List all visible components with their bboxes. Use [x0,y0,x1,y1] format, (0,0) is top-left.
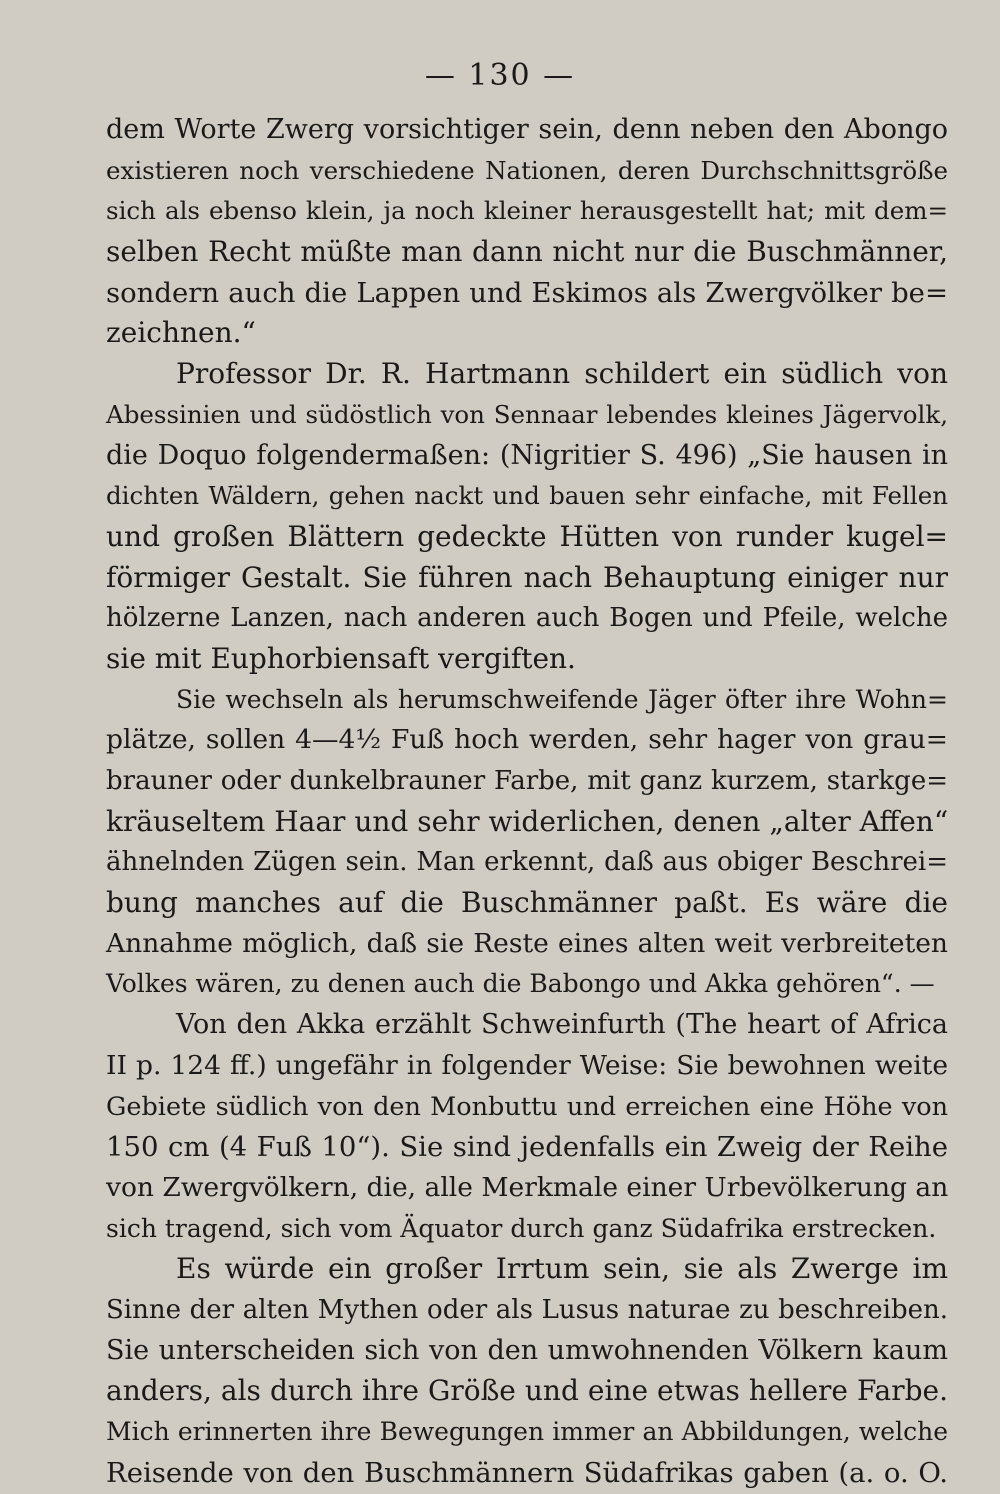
text-line: ähnelnden Zügen sein. Man erkennt, daß aus obiger Beschrei= [106,847,948,878]
text-line: dichten Wäldern, gehen nackt und bauen sehr einfache, mit Fellen [106,481,948,511]
text-line: Von den Akka erzählt Schweinfurth (The heart of Africa [176,1009,948,1041]
text-line: Volkes wären, zu denen auch die Babongo und Akka gehören“. — [106,969,935,999]
text-line: Gebiete südlich von den Monbuttu und erreichen eine Höhe von [106,1091,948,1122]
text-line: Es würde ein großer Irrtum sein, sie als Zwerge im [176,1252,948,1286]
text-line: plätze, sollen 4—4½ Fuß hoch werden, sehr hager von grau= [106,724,948,756]
text-line: 150 cm (4 Fuß 10“). Sie sind jedenfalls ein Zweig der Reihe [106,1131,948,1164]
text-line: II p. 124 ff.) ungefähr in folgender Weise: Sie bewohnen weite [106,1049,948,1081]
text-line: Reisende von den Buschmännern Südafrikas gaben (a. o. O. [106,1456,948,1489]
text-line: sich als ebenso klein, ja noch kleiner herausgestellt hat; mit dem= [106,196,948,226]
text-line: die Doquo folgendermaßen: (Nigritier S. 496) „Sie hausen in [106,439,948,471]
text-line: Mich erinnerten ihre Bewegungen immer an Abbildungen, welche [106,1417,948,1446]
text-line: förmiger Gestalt. Sie führen nach Behauptung einiger nur [106,560,948,594]
text-line: sondern auch die Lappen und Eskimos als Zwergvölker be= [106,276,948,309]
text-line: zeichnen.“ [106,316,256,350]
text-line: bung manches auf die Buschmänner paßt. Es wäre die [106,886,948,920]
text-line: Professor Dr. R. Hartmann schildert ein südlich von [176,357,948,391]
text-line: und großen Blättern gedeckte Hütten von runder kugel= [106,519,948,553]
text-line: sich tragend, sich vom Äquator durch ganz Südafrika erstrecken. [106,1213,937,1243]
text-line: kräuseltem Haar und sehr widerlichen, denen „alter Affen“ [106,804,949,838]
page-number: — 130 — [424,58,576,93]
text-line: anders, als durch ihre Größe und eine etwas hellere Farbe. [106,1374,948,1408]
text-line: existieren noch verschiedene Nationen, deren Durchschnittsgröße [106,155,948,185]
text-line: dem Worte Zwerg vorsichtiger sein, denn neben den Abongo [106,114,948,145]
text-line: Abessinien und südöstlich von Sennaar lebendes kleines Jägervolk, [106,399,948,429]
text-line: von Zwergvölkern, die, alle Merkmale einer Urbevölkerung an [106,1171,949,1203]
text-line: Sinne der alten Mythen oder als Lusus naturae zu beschreiben. [106,1294,948,1325]
text-line: Sie wechseln als herumschweifende Jäger öfter ihre Wohn= [176,684,948,714]
text-line: brauner oder dunkelbrauner Farbe, mit ganz kurzem, starkge= [106,766,948,796]
text-line: Annahme möglich, daß sie Reste eines alten weit verbreiteten [106,927,948,959]
text-line: sie mit Euphorbiensaft vergiften. [106,641,576,675]
text-line: Sie unterscheiden sich von den umwohnenden Völkern kaum [106,1334,948,1366]
text-line: hölzerne Lanzen, nach anderen auch Bogen und Pfeile, welche [106,603,948,634]
text-line: selben Recht müßte man dann nicht nur die Buschmänner, [106,235,948,269]
body-text [106,110,948,1493]
